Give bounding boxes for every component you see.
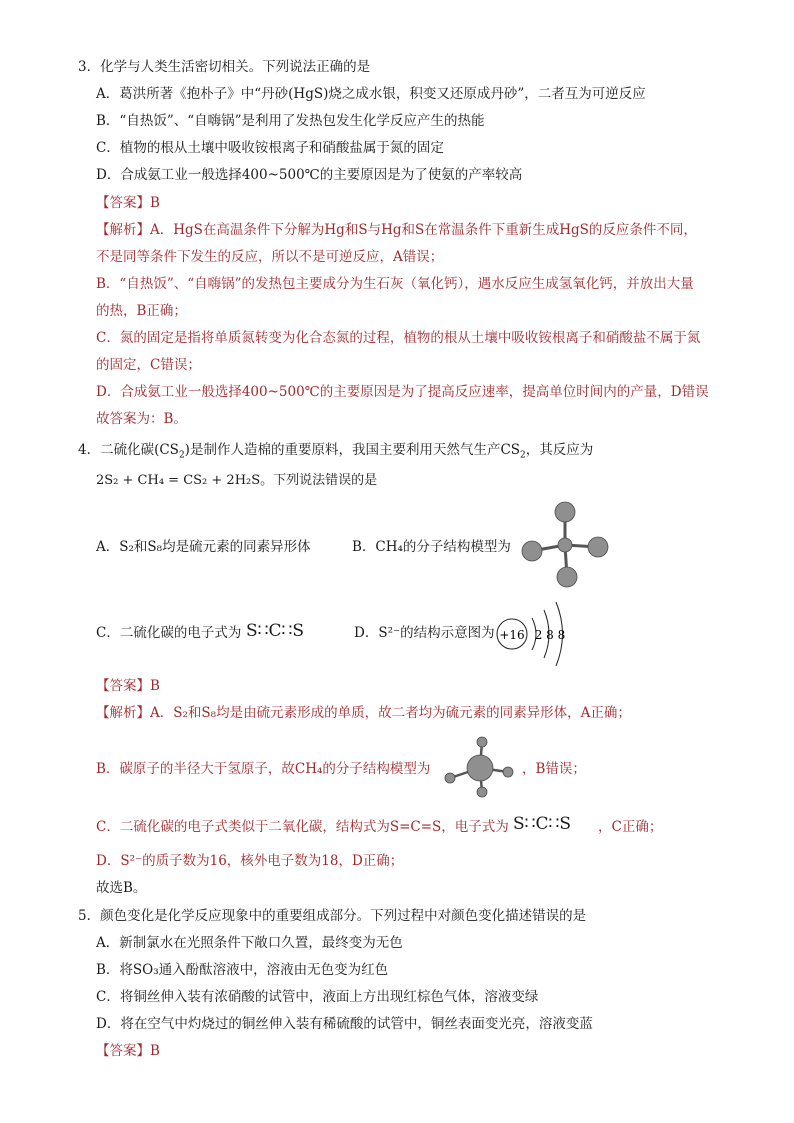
cs2-electron-formula-analysis: S∷C∷S [513,814,571,834]
cs2-electron-formula: S∷C∷S [246,621,304,641]
q3-option-d: D．合成氨工业一般选择400~500℃的主要原因是为了使氨的产率较高 [96,167,523,183]
q5-option-b: B．将SO₃通入酚酞溶液中，溶液由无色变为红色 [96,962,389,978]
q5-option-c: C．将铜丝伸入装有浓硝酸的试管中，液面上方出现红棕色气体，溶液变绿 [96,989,539,1005]
q4-answer: 【答案】B [96,678,160,694]
q4-option-b: B．CH₄的分子结构模型为 [352,539,511,555]
q3-analysis-3: B．“自热饭”、“自嗨锅”的发热包主要成分为生石灰（氧化钙），遇水反应生成氢氧化钙，并放出大量 [96,276,694,292]
q4-analysis-b1: B．碳原子的半径大于氢原子，故CH₄的分子结构模型为 [96,761,431,777]
q3-analysis-1: 【解析】A．HgS在高温条件下分解为Hg和S与Hg和S在常温条件下重新生成HgS的反应条件不同， [96,222,697,238]
q3-option-b: B．“自热饭”、“自嗨锅”是利用了发热包发生化学反应产生的热能 [96,113,485,129]
q4-stem: 4．二硫化碳$(CS_2)$是制作人造棉的重要原料，我国主要利用天然气生产$CS_2$，其反应为 [78,442,594,461]
ch4-space-fill-model [442,734,518,798]
q3-option-c: C．植物的根从土壤中吸收铵根离子和硝酸盐属于氮的固定 [96,140,444,156]
q4-option-d: D．S²⁻的结构示意图为 [354,625,495,641]
q3-analysis-5: C．氮的固定是指将单质氮转变为化合态氮的过程，植物的根从土壤中吸收铵根离子和硝酸盐不属于氮 [96,330,701,346]
q4-analysis-d: D．S²⁻的质子数为16，核外电子数为18，D正确； [96,853,404,869]
ion-shells: 2 8 8 [534,628,566,642]
ion-nucleus: +16 [499,628,525,642]
q4-conclusion: 故选B。 [96,880,147,896]
q3-analysis-6: 的固定，C错误； [96,357,201,373]
q4-option-a: A．S₂和S₈均是硫元素的同素异形体 [96,539,311,555]
q5-stem: 5．颜色变化是化学反应现象中的重要组成部分。下列过程中对颜色变化描述错误的是 [78,908,587,924]
q3-option-a: A．葛洪所著《抱朴子》中“丹砂(HgS)烧之成水银，积变又还原成丹砂”，二者互为可逆反应 [96,86,646,102]
q4-analysis-c1: C．二硫化碳的电子式类似于二氧化碳，结构式为S=C=S，电子式为 [96,819,509,835]
q5-option-a: A．新制氯水在光照条件下敞口久置，最终变为无色 [96,935,403,951]
q5-option-d: D．将在空气中灼烧过的铜丝伸入装有稀硫酸的试管中，铜丝表面变光亮，溶液变蓝 [96,1016,593,1032]
ch4-ball-stick-model [518,500,612,590]
q4-equation: 2S₂ + CH₄ = CS₂ + 2H₂S。下列说法错误的是 [96,473,378,488]
q4-analysis-a: 【解析】A．S₂和S₈均是由硫元素形成的单质，故二者均为硫元素的同素异形体，A正确； [96,705,631,721]
q3-stem: 3．化学与人类生活密切相关。下列说法正确的是 [78,59,371,75]
s2-ion-structure-diagram [494,598,574,668]
q3-analysis-7: D．合成氨工业一般选择400~500℃的主要原因是为了提高反应速率，提高单位时间内的产量，D错误 [96,384,709,400]
q3-analysis-8: 故答案为：B。 [96,411,187,427]
q3-answer: 【答案】B [96,195,160,211]
q5-answer: 【答案】B [96,1043,160,1059]
q4-analysis-c2: ，C正确； [598,819,663,835]
q3-analysis-4: 的热，B正确； [96,303,187,319]
q4-option-c: C．二硫化碳的电子式为 [96,625,242,641]
q4-analysis-b2: ，B错误； [522,761,586,777]
q3-analysis-2: 不是同等条件下发生的反应，所以不是可逆反应，A错误； [96,249,444,265]
